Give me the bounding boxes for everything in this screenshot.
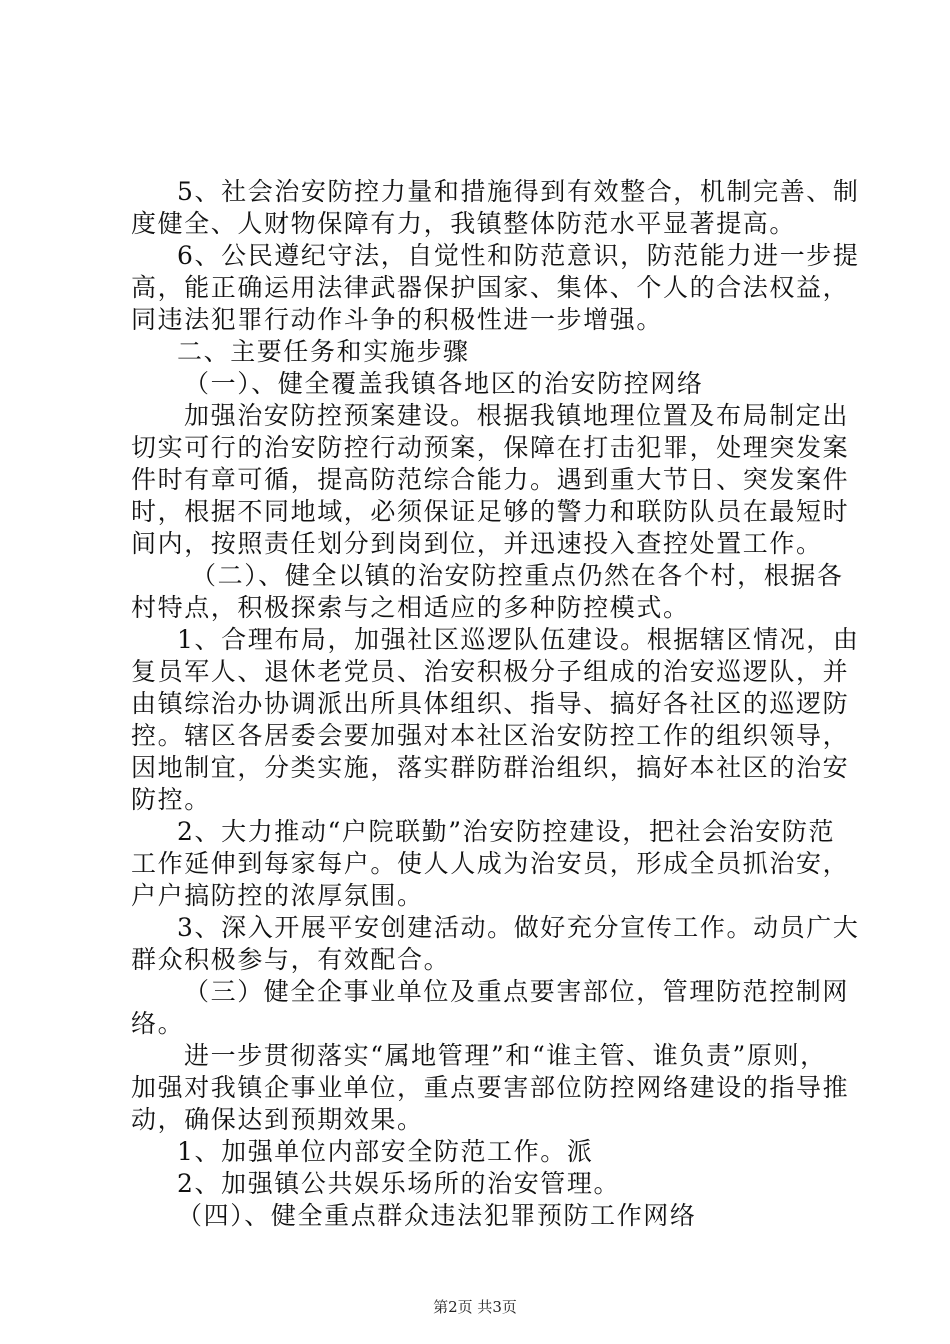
text-line: 3、深入开展平安创建活动。做好充分宣传工作。动员广大 (177, 913, 860, 942)
text-line: 村特点，积极探索与之相适应的多种防控模式。 (131, 593, 690, 622)
text-line: 度健全、人财物保障有力，我镇整体防范水平显著提高。 (131, 209, 797, 238)
text-line: 户户搞防控的浓厚氛围。 (131, 881, 424, 910)
text-line: 由镇综治办协调派出所具体组织、指导、搞好各社区的巡逻防 (131, 689, 850, 718)
page-number: 第2页 共3页 (433, 1298, 517, 1316)
subsection-heading: （三）健全企事业单位及重点要害部位，管理防范控制网 (184, 977, 850, 1006)
text-line: 高，能正确运用法律武器保护国家、集体、个人的合法权益， (131, 273, 850, 302)
text-line: 5、社会治安防控力量和措施得到有效整合，机制完善、制 (177, 177, 860, 206)
text-line: 时，根据不同地域，必须保证足够的警力和联防队员在最短时 (131, 497, 850, 526)
text-line: 动，确保达到预期效果。 (131, 1105, 424, 1134)
text-line: 进一步贯彻落实“属地管理”和“谁主管、谁负责”原则， (184, 1041, 827, 1070)
document-body (131, 176, 860, 1232)
text-line: 工作延伸到每家每户。使人人成为治安员，形成全员抓治安， (131, 849, 850, 878)
text-line: 同违法犯罪行动作斗争的积极性进一步增强。 (131, 305, 664, 334)
section-heading: 二、主要任务和实施步骤 (177, 337, 470, 366)
text-line: 1、合理布局，加强社区巡逻队伍建设。根据辖区情况，由 (177, 625, 860, 654)
subsection-heading: （二）、健全以镇的治安防控重点仍然在各个村，根据各 (191, 561, 844, 590)
text-line: 防控。 (131, 785, 211, 814)
text-line: 群众积极参与，有效配合。 (131, 945, 451, 974)
text-line: 1、加强单位内部安全防范工作。派 (177, 1137, 594, 1166)
text-line: 2、大力推动“户院联勤”治安防控建设，把社会治安防范 (177, 817, 836, 846)
text-line: 因地制宜，分类实施，落实群防群治组织，搞好本社区的治安 (131, 753, 850, 782)
text-line: 2、加强镇公共娱乐场所的治安管理。 (177, 1169, 621, 1198)
text-line: 复员军人、退休老党员、治安积极分子组成的治安巡逻队，并 (131, 657, 850, 686)
text-line: 控。辖区各居委会要加强对本社区治安防控工作的组织领导， (131, 721, 850, 750)
text-line: 件时有章可循，提高防范综合能力。遇到重大节日、突发案件 (131, 465, 850, 494)
subsection-heading: （一）、健全覆盖我镇各地区的治安防控网络 (184, 369, 704, 398)
text-line: 切实可行的治安防控行动预案，保障在打击犯罪，处理突发案 (131, 433, 850, 462)
page-footer (0, 1297, 950, 1317)
text-line: 加强对我镇企事业单位，重点要害部位防控网络建设的指导推 (131, 1073, 850, 1102)
text-line: 6、公民遵纪守法，自觉性和防范意识，防范能力进一步提 (177, 241, 860, 270)
text-line: 间内，按照责任划分到岗到位，并迅速投入查控处置工作。 (131, 529, 823, 558)
text-line: 络。 (131, 1009, 185, 1038)
subsection-heading: （四）、健全重点群众违法犯罪预防工作网络 (177, 1201, 697, 1230)
text-line: 加强治安防控预案建设。根据我镇地理位置及布局制定出 (184, 401, 850, 430)
